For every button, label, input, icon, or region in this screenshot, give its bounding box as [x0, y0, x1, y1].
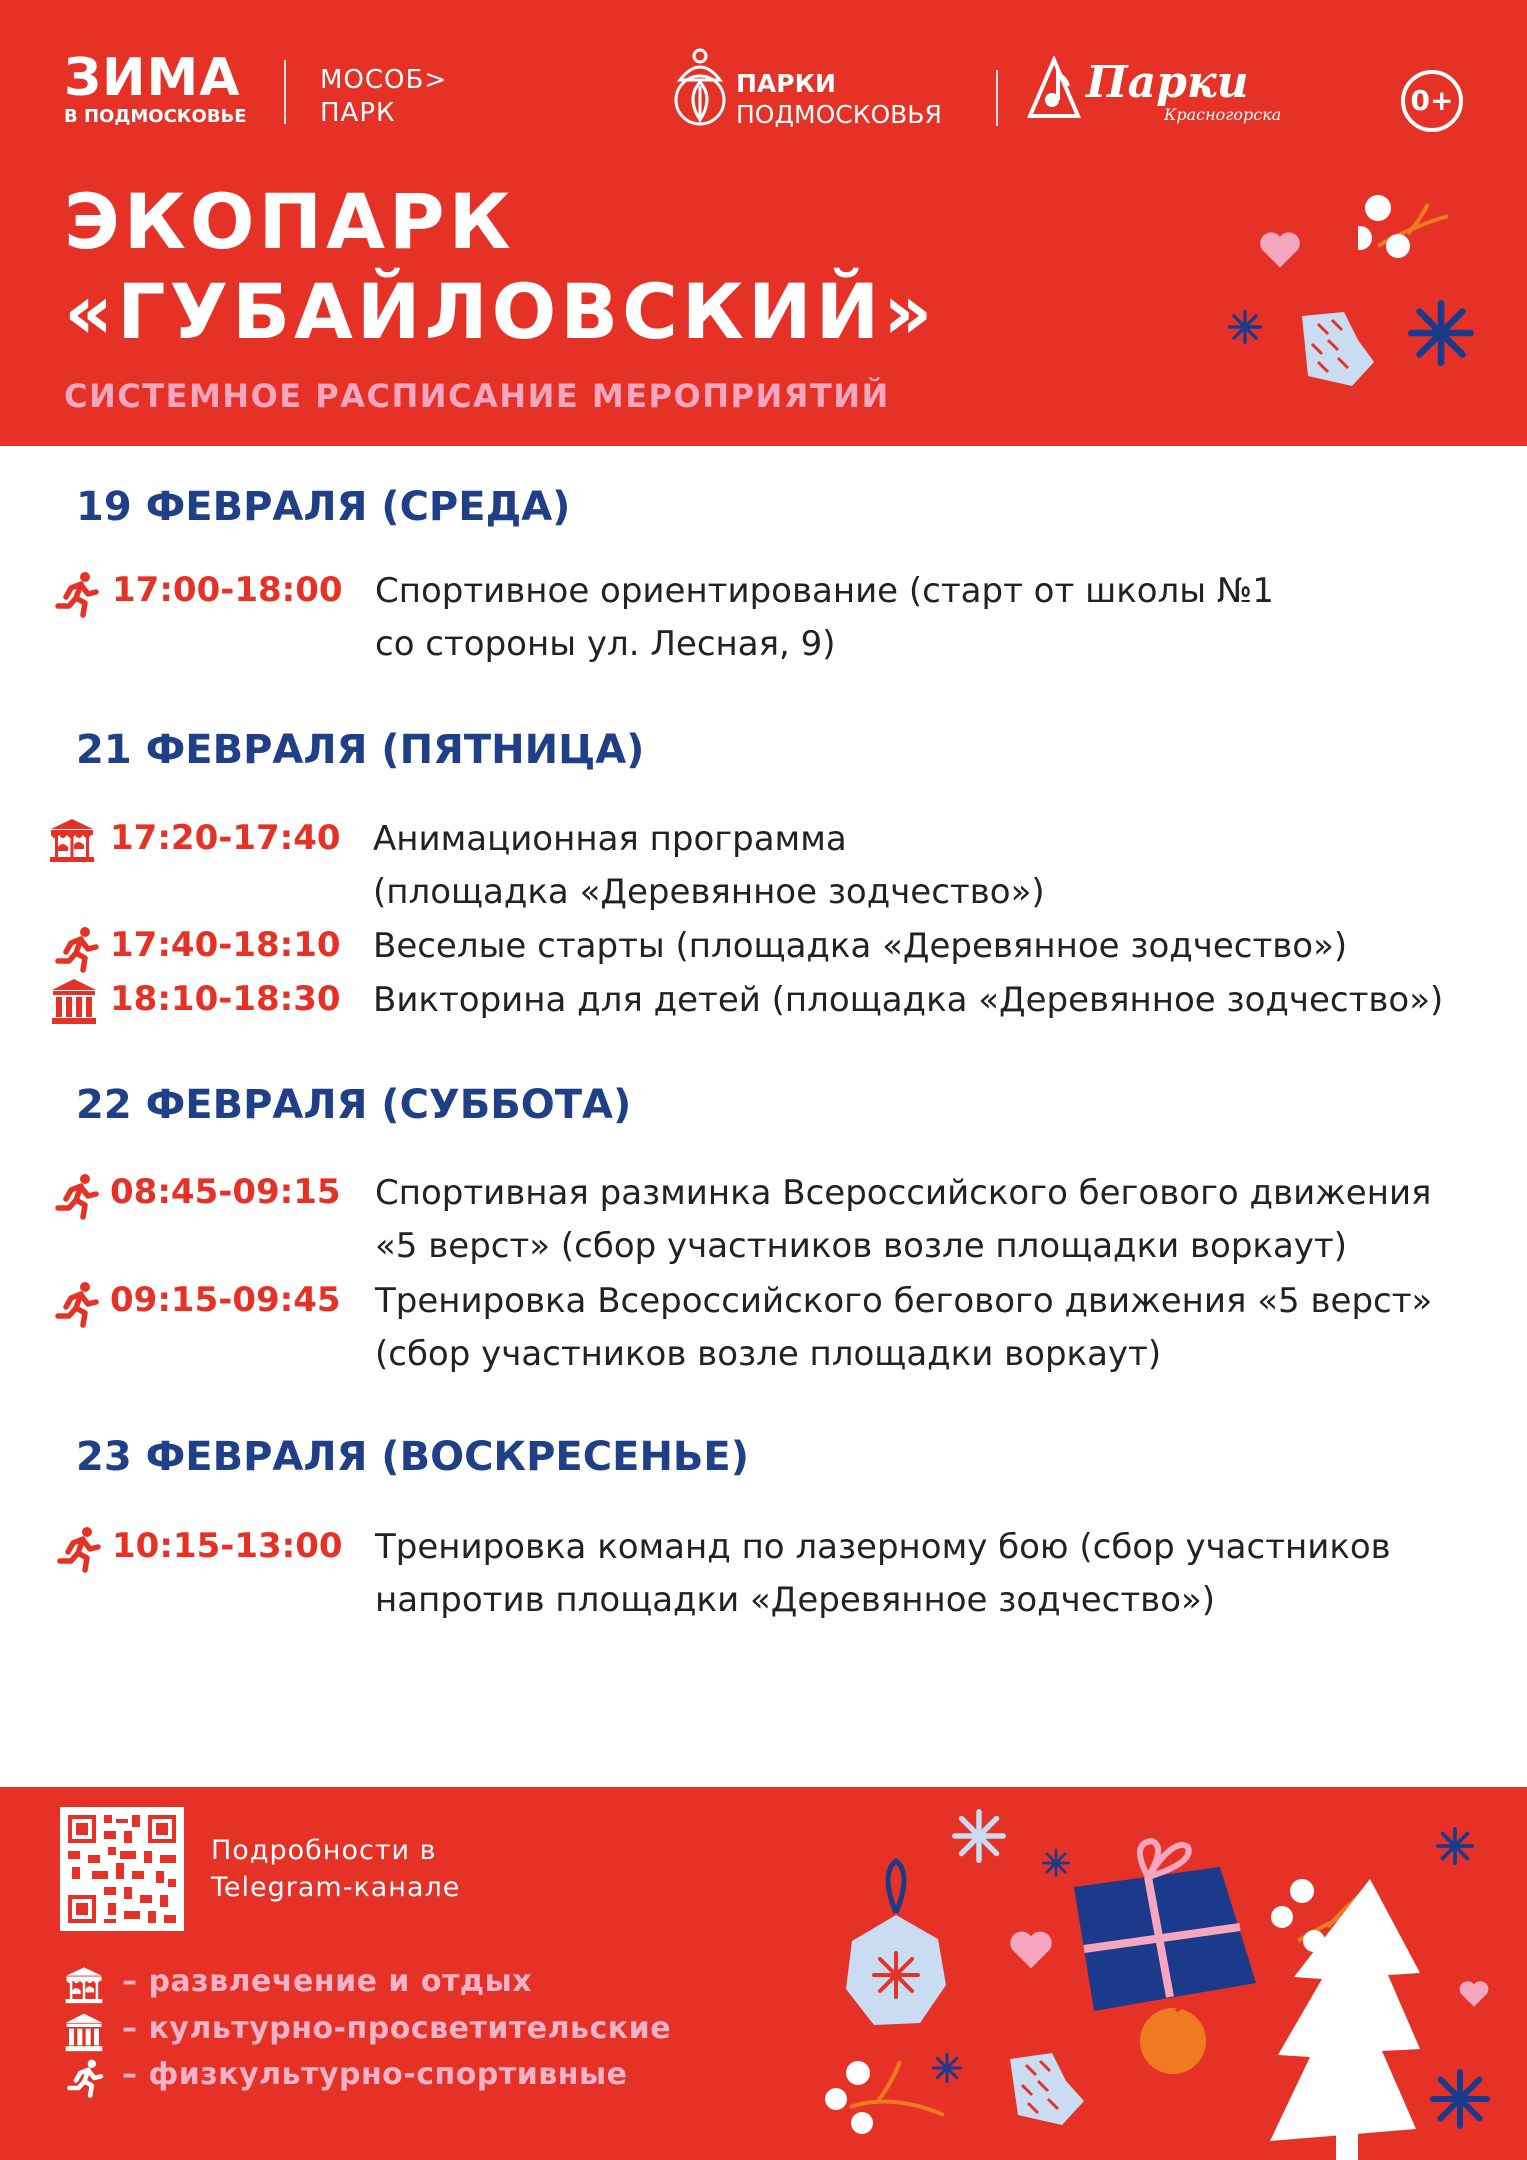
- carousel-icon: [48, 815, 96, 863]
- logo-zima: [64, 48, 247, 128]
- snowflake-icon: [952, 1809, 1006, 1863]
- logo-krasn-sub: Красногорска: [1164, 105, 1282, 124]
- berry-branch-icon: [1358, 194, 1527, 264]
- berry-branch-icon: [822, 2053, 962, 2149]
- day-heading: 22 ФЕВРАЛЯ (СУББОТА): [76, 1082, 632, 1128]
- page-title-line2: «ГУБАЙЛОВСКИЙ»: [64, 267, 937, 356]
- event-line: напротив площадки «Деревянное зодчество»): [375, 1580, 1216, 1620]
- age-rating-badge: 0+: [1401, 70, 1463, 132]
- christmas-tree-icon: [1270, 1879, 1420, 2160]
- sport-runner-icon: [54, 570, 102, 618]
- event-time: 09:15-09:45: [110, 1280, 341, 1320]
- day-heading: 21 ФЕВРАЛЯ (ПЯТНИЦА): [76, 727, 645, 773]
- event-line: Анимационная программа: [373, 819, 847, 859]
- logo-parki-text: [736, 68, 1006, 130]
- sport-runner-icon: [54, 1280, 102, 1328]
- logo-divider: [996, 70, 998, 126]
- event-line: Тренировка команд по лазерному бою (сбор участников: [375, 1527, 1391, 1567]
- event-time: 10:15-13:00: [112, 1526, 343, 1566]
- event-time: 08:45-09:15: [110, 1172, 341, 1212]
- event-description: [375, 1521, 1391, 1627]
- snowflake-icon: [1228, 310, 1262, 344]
- logo-krasn-main: Парки: [1086, 57, 1249, 108]
- legend-cultural: – культурно-просветительские: [122, 2011, 672, 2046]
- event-line: Тренировка Всероссийского бегового движения «5 верст»: [375, 1281, 1433, 1321]
- event-line: Спортивная разминка Всероссийского бегового движения: [375, 1173, 1432, 1213]
- leaf-badge-icon: [672, 46, 728, 130]
- heart-icon: [1458, 1979, 1490, 2009]
- mitten-icon: [1288, 310, 1380, 390]
- legend-entertainment: – развлечение и отдых: [122, 1964, 533, 1999]
- event-line: Спортивное ориентирование (старт от школы №1: [375, 571, 1274, 611]
- logo-parki-line2: ПОДМОСКОВЬЯ: [736, 100, 942, 129]
- event-time: 17:00-18:00: [112, 570, 343, 610]
- event-description: [373, 813, 1045, 919]
- snowflake-icon: [1042, 1849, 1070, 1877]
- qr-code-icon: [60, 1807, 184, 1931]
- gift-box-icon: [1070, 1837, 1260, 2017]
- day-heading: 23 ФЕВРАЛЯ (ВОСКРЕСЕНЬЕ): [76, 1434, 750, 1480]
- museum-icon: [64, 2012, 104, 2052]
- ornament-ball-icon: [840, 1853, 952, 2047]
- orange-fruit-icon: [1136, 2001, 1210, 2075]
- mitten-icon: [1000, 2049, 1090, 2129]
- event-line: (сбор участников возле площадки воркаут): [375, 1334, 1162, 1374]
- logo-mosobpark: [320, 64, 447, 130]
- event-description: [373, 974, 1443, 1027]
- logo-mosob-line2: ПАРК: [320, 98, 396, 128]
- event-time: 17:20-17:40: [110, 818, 341, 858]
- event-time: 18:10-18:30: [110, 979, 341, 1019]
- logo-parki-line1: ПАРКИ: [736, 69, 836, 98]
- logo-mosob-line1: МОСОБ>: [320, 65, 448, 95]
- page-subtitle: СИСТЕМНОЕ РАСПИСАНИЕ МЕРОПРИЯТИЙ: [64, 377, 890, 415]
- event-line: (площадка «Деревянное зодчество»): [373, 872, 1045, 912]
- snowflake-icon: [1436, 1827, 1474, 1865]
- logo-parki-podmoskovya: [672, 46, 1012, 136]
- event-description: [373, 920, 1347, 973]
- logo-zima-sub: В ПОДМОСКОВЬЕ: [64, 106, 247, 127]
- sport-runner-icon: [66, 2058, 106, 2098]
- carousel-icon: [64, 1964, 104, 2004]
- event-line: «5 верст» (сбор участников возле площадки воркаут): [375, 1226, 1347, 1266]
- legend-sport: – физкультурно-спортивные: [122, 2057, 628, 2092]
- telegram-caption-line1: Подробности в: [211, 1835, 437, 1866]
- logo-divider: [284, 60, 286, 124]
- event-line: Викторина для детей (площадка «Деревянное зодчество»): [373, 980, 1444, 1020]
- event-description: [375, 1275, 1432, 1381]
- sport-runner-icon: [54, 925, 102, 973]
- telegram-caption-line2: Telegram-канале: [211, 1872, 461, 1903]
- event-description: [375, 565, 1274, 671]
- day-heading: 19 ФЕВРАЛЯ (СРЕДА): [76, 484, 571, 530]
- heart-icon: [1258, 230, 1302, 270]
- heart-icon: [1008, 1929, 1054, 1971]
- tree-note-icon: [1022, 56, 1086, 126]
- event-description: [375, 1167, 1432, 1273]
- logo-parki-krasnogorska: [1022, 54, 1322, 134]
- sport-runner-icon: [56, 1525, 104, 1573]
- event-line: со стороны ул. Лесная, 9): [375, 624, 836, 664]
- telegram-caption: [211, 1832, 460, 1906]
- sport-runner-icon: [54, 1172, 102, 1220]
- event-line: Веселые старты (площадка «Деревянное зодчество»): [373, 926, 1348, 966]
- museum-icon: [50, 977, 98, 1025]
- snowflake-icon: [1430, 2069, 1490, 2129]
- telegram-qr-code[interactable]: [60, 1807, 184, 1931]
- snowflake-icon: [1408, 300, 1474, 366]
- page-title-line1: ЭКОПАРК: [64, 177, 515, 266]
- logo-zima-main: ЗИМА: [64, 48, 241, 108]
- header-banner: [0, 0, 1527, 446]
- event-time: 17:40-18:10: [110, 925, 341, 965]
